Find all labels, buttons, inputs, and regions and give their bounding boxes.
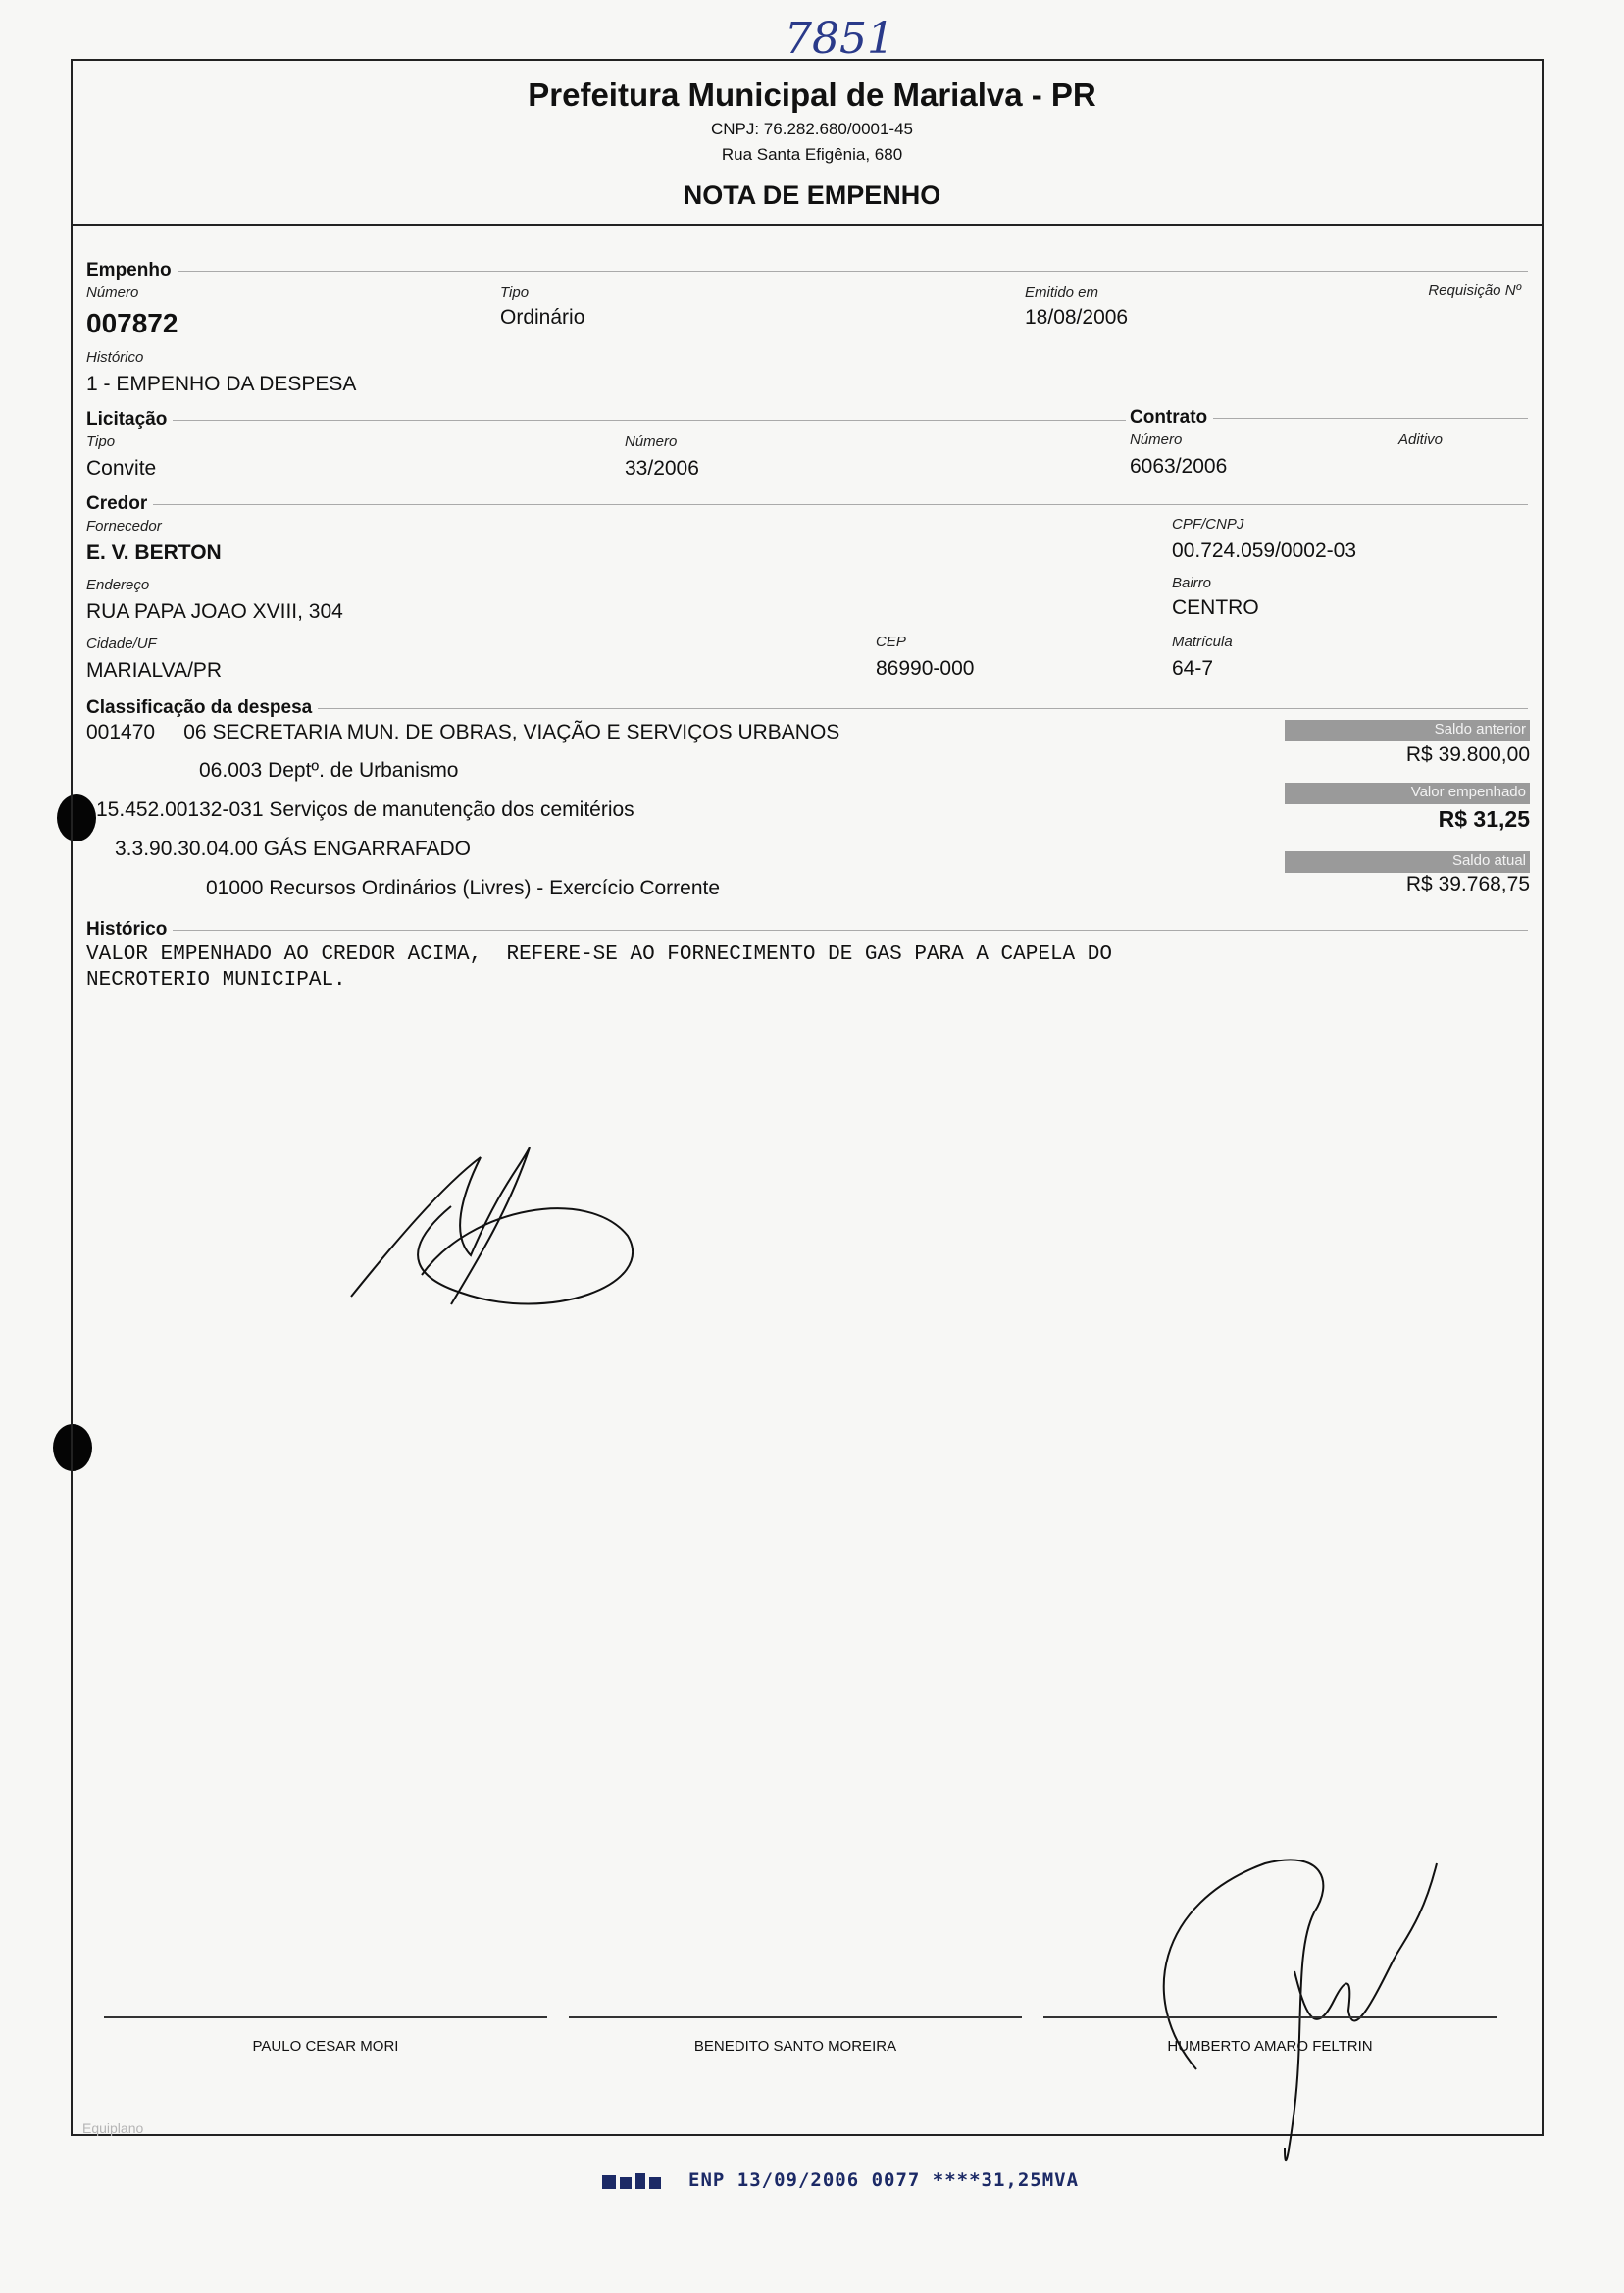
section-title: Licitação xyxy=(86,409,168,430)
signature-scribble-2 xyxy=(1098,1854,1471,2177)
page-title: Prefeitura Municipal de Marialva - PR xyxy=(528,76,1096,113)
section-title: Contrato xyxy=(1130,407,1208,428)
saldo-atual-bar xyxy=(1285,851,1530,873)
signature-line-1 xyxy=(104,2016,547,2018)
document-frame xyxy=(71,59,1544,2136)
section-contrato xyxy=(1130,406,1528,430)
signatory-2: BENEDITO SANTO MOREIRA xyxy=(693,2038,897,2055)
saldo-atual-value: R$ 39.768,75 xyxy=(1405,873,1530,895)
cep-label: CEP xyxy=(876,634,906,650)
signature-line-3 xyxy=(1043,2016,1497,2018)
historico-label: Histórico xyxy=(86,349,144,366)
footer-brand: Equiplano xyxy=(82,2120,144,2136)
section-title: Empenho xyxy=(86,260,172,280)
licitacao-tipo-label: Tipo xyxy=(86,433,116,450)
header-divider xyxy=(71,224,1544,226)
section-title: Classificação da despesa xyxy=(86,697,313,718)
cidade-label: Cidade/UF xyxy=(86,636,157,652)
classificacao-line-5: 01000 Recursos Ordinários (Livres) - Exercício Corrente xyxy=(206,877,721,899)
section-empenho xyxy=(86,259,1528,282)
signature-line-2 xyxy=(569,2016,1022,2018)
bairro-value: CENTRO xyxy=(1172,596,1259,619)
matricula-value: 64-7 xyxy=(1172,657,1214,680)
licitacao-tipo: Convite xyxy=(86,457,157,480)
endereco-value: RUA PAPA JOAO XVIII, 304 xyxy=(86,600,343,623)
empenho-number: 007872 xyxy=(86,308,178,338)
historico-line-1: VALOR EMPENHADO AO CREDOR ACIMA, REFERE-SE AO FORNECIMENTO DE GAS PARA A CAPELA DO xyxy=(86,943,1112,966)
cep-value: 86990-000 xyxy=(876,657,975,680)
valor-empenhado-label: Valor empenhado xyxy=(1410,784,1526,800)
empenho-tipo: Ordinário xyxy=(500,306,585,329)
valor-empenhado-value: R$ 31,25 xyxy=(1438,806,1530,832)
bank-stamp-logo xyxy=(602,2171,661,2191)
section-title: Histórico xyxy=(86,919,168,940)
saldo-atual-label: Saldo atual xyxy=(1451,852,1526,869)
matricula-label: Matrícula xyxy=(1172,634,1233,650)
requisicao-label: Requisição Nº xyxy=(1428,282,1521,299)
emitido-label: Emitido em xyxy=(1025,284,1099,301)
licitacao-numero-label: Número xyxy=(625,433,678,450)
signatory-3: HUMBERTO AMARO FELTRIN xyxy=(1167,2038,1373,2055)
saldo-anterior-bar xyxy=(1285,720,1530,741)
classificacao-line-3: 15.452.00132-031 Serviços de manutenção dos cemitérios xyxy=(96,798,634,821)
signatory-1: PAULO CESAR MORI xyxy=(252,2038,399,2055)
numero-label: Número xyxy=(86,284,139,301)
fornecedor-label: Fornecedor xyxy=(86,518,162,535)
emitido-date: 18/08/2006 xyxy=(1025,306,1129,329)
section-credor xyxy=(86,492,1528,516)
tipo-label: Tipo xyxy=(500,284,530,301)
endereco-label: Endereço xyxy=(86,577,150,593)
licitacao-numero: 33/2006 xyxy=(625,457,699,480)
section-licitacao xyxy=(86,408,1126,432)
fornecedor-name: E. V. BERTON xyxy=(86,541,222,564)
section-classificacao xyxy=(86,696,1528,720)
classificacao-line-4: 3.3.90.30.04.00 GÁS ENGARRAFADO xyxy=(115,838,472,860)
section-title: Credor xyxy=(86,493,148,514)
classificacao-line-2: 06.003 Deptº. de Urbanismo xyxy=(199,759,459,782)
signature-scribble-1 xyxy=(333,1128,647,1314)
classificacao-line-1: 001470 06 SECRETARIA MUN. DE OBRAS, VIAÇÃO E SERVIÇOS URBANOS xyxy=(86,721,840,743)
empenho-historico: 1 - EMPENHO DA DESPESA xyxy=(86,373,357,395)
contrato-numero-label: Número xyxy=(1130,432,1183,448)
section-historico xyxy=(86,918,1528,942)
document-title: NOTA DE EMPENHO xyxy=(683,180,941,210)
address-text: Rua Santa Efigênia, 680 xyxy=(721,145,903,164)
bairro-label: Bairro xyxy=(1172,575,1212,591)
contrato-numero: 6063/2006 xyxy=(1130,455,1228,478)
cnpj-text: CNPJ: 76.282.680/0001-45 xyxy=(710,120,914,138)
aditivo-label: Aditivo xyxy=(1398,432,1444,448)
cpf-value: 00.724.059/0002-03 xyxy=(1172,539,1357,562)
cidade-value: MARIALVA/PR xyxy=(86,659,223,682)
cpf-label: CPF/CNPJ xyxy=(1172,516,1244,533)
saldo-anterior-label: Saldo anterior xyxy=(1434,721,1526,738)
historico-line-2: NECROTERIO MUNICIPAL. xyxy=(86,969,346,992)
valor-empenhado-bar xyxy=(1285,783,1530,804)
bank-stamp: ENP 13/09/2006 0077 ****31,25MVA xyxy=(688,2169,1080,2191)
handwritten-number: 7851 xyxy=(785,14,894,64)
saldo-anterior-value: R$ 39.800,00 xyxy=(1405,743,1530,766)
